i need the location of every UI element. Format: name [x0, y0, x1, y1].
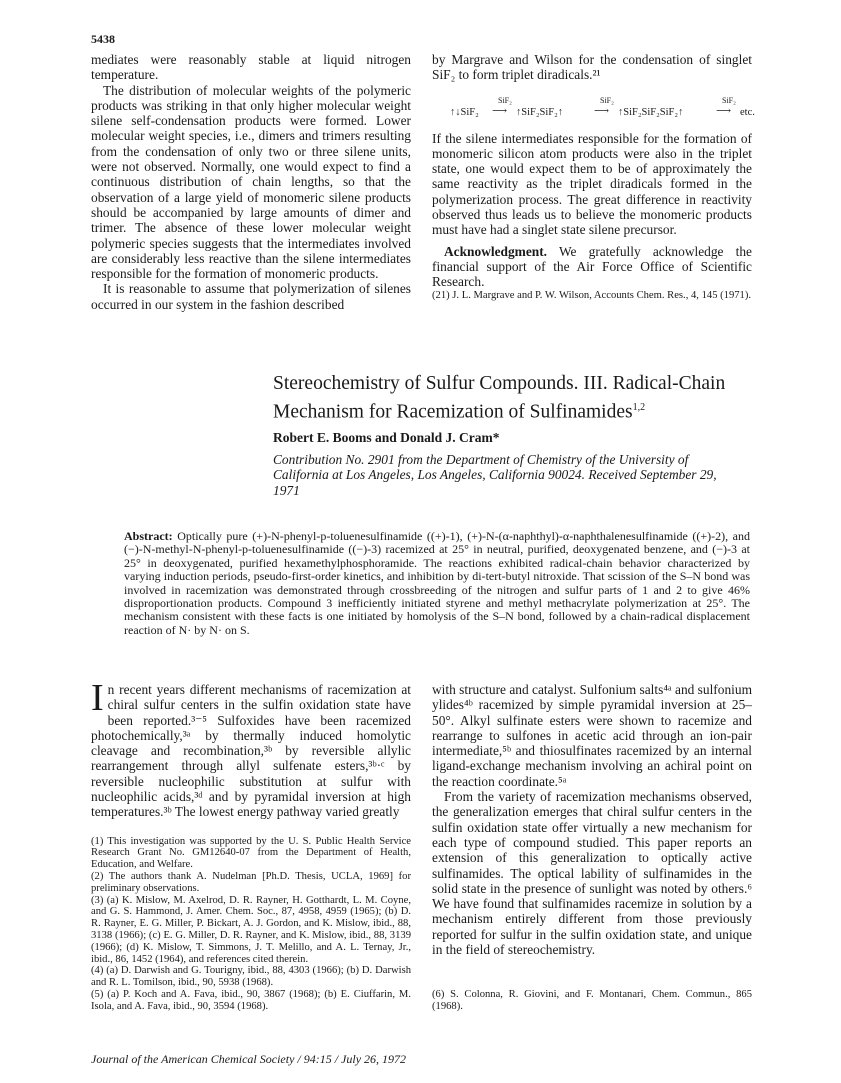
paragraph-text: n recent years different mechanisms of racemization at chiral sulfur centers in the sulfin oxidation state have been reported.³⁻⁵ Sulfoxides have been racemized photochemically,³ᵃ by thermally induced homolytic cleavage and recombination,³ᵇ by reversible allylic rearrangement through allyl sulfenate esters,³ᵇ·ᶜ by reversible nucleophilic substitution at sulfur with nucleophilic acids,³ᵈ and by pyramidal inversion at high temperatures.³ᵇ The lowest energy pathway varied greatly: [91, 682, 411, 820]
footnote: (21) J. L. Margrave and P. W. Wilson, Accounts Chem. Res., 4, 145 (1971).: [432, 289, 752, 301]
arrow-icon: ⟶: [492, 105, 508, 117]
journal-footer: Journal of the American Chemical Society / 94:15 / July 26, 1972: [91, 1052, 407, 1066]
reaction-equation: [446, 93, 755, 119]
acknowledgment: [432, 244, 752, 290]
footnote: (5) (a) P. Koch and A. Fava, ibid., 90, 3867 (1968); (b) E. Ciuffarin, M. Isola, and A. Fava, ibid., 90, 3594 (1968).: [91, 989, 411, 1012]
top-right-column: [432, 52, 755, 301]
page-number: 5438: [91, 32, 115, 46]
footnote: (6) S. Colonna, R. Giovini, and F. Montanari, Chem. Commun., 865 (1968).: [432, 989, 752, 1013]
bottom-left-column: [91, 677, 411, 1013]
paragraph: The distribution of molecular weights of the polymeric products was striking in that only higher molecular weight silene self-condensation products were formed. Lower molecular weight species, i.e., dimers and trimers resulting from the condensation of only two or three silene units, were not observed. Normally, one would expect to find a continuous distribution of chain lengths, so that the observation of a large yield of monomeric silene products should be accompanied by large amounts of dimer and trimer. The absence of these lower molecular weight polymeric species suggests that the intermediates involved are considerably less reactive than the silene intermediates responsible for the formation of monomeric products.: [91, 82, 411, 282]
authors: Robert E. Booms and Donald J. Cram*: [273, 430, 500, 445]
footnote: (2) The authors thank A. Nudelman [Ph.D. Thesis, UCLA, 1969] for preliminary observations.: [91, 871, 411, 894]
arrow-label: SiF₂: [600, 95, 614, 105]
arrow-label: SiF₂: [722, 95, 736, 105]
paragraph: mediates were reasonably stable at liquid nitrogen temperature.: [91, 52, 411, 83]
title-text: Stereochemistry of Sulfur Compounds. III. Radical-Chain Mechanism for Racemization of Sulfinamides: [273, 373, 726, 423]
top-left-column: [91, 52, 411, 312]
paragraph: It is reasonable to assume that polymerization of silenes occurred in our system in the fashion described: [91, 281, 411, 312]
paragraph: with structure and catalyst. Sulfonium salts⁴ᵃ and sulfonium ylides⁴ᵇ racemized by simple pyramidal inversion at 25–50°. Alkyl sulfinate esters were shown to racemize and rearrange to sulfones in acetic acid through an ion-pair intermediate,⁵ᵇ and thiosulfinates racemized by an internal ligand-exchange mechanism involving an achiral point on the reaction coordinate.⁵ᵃ: [432, 682, 752, 789]
footnotes: [432, 989, 752, 1013]
ack-text: We gratefully acknowledge the financial support of the Air Force Office of Scientific Research.: [432, 243, 752, 290]
arrow-icon: ⟶: [716, 105, 732, 117]
paragraph: If the silene intermediates responsible for the formation of monomeric silicon atom products were also in the triplet state, one would expect them to be of approximately the same reactivity as the triplet diradicals formed in the polymerization process. The great difference in reactivity observed thus leads us to believe the monomeric products must have had a singlet state silene precursor.: [432, 130, 752, 238]
bottom-right-column: [432, 682, 752, 1013]
paragraph: [91, 677, 411, 820]
ack-label: Acknowledgment.: [444, 243, 548, 259]
contribution-note: Contribution No. 2901 from the Department of Chemistry of the University of California at Los Angeles, Los Angeles, California 90024. Received September 29, 1971: [273, 452, 717, 498]
footnote: (4) (a) D. Darwish and G. Tourigny, ibid., 88, 4303 (1966); (b) D. Darwish and R. L. Tomilson, ibid., 90, 5938 (1968).: [91, 965, 411, 989]
paragraph: From the variety of racemization mechanisms observed, the generalization emerges that chiral sulfur centers in the sulfin oxidation state offer virtually a new mechanism for each type of compound studied. This paper reports an extension of this generalization to optically active sulfinamides. The optical lability of sulfinamides in the solid state in the presence of sunlight was noted by others.⁶ We have found that sulfinamides racemize in solution by a mechanism entirely different from those previously reported for sulfur in the sulfin oxidation state, and unique in the field of stereochemistry.: [432, 789, 752, 958]
equation-term: etc.: [740, 106, 755, 118]
drop-cap: I: [91, 677, 104, 719]
arrow-icon: ⟶: [594, 105, 610, 117]
arrow-label: SiF₂: [498, 95, 512, 105]
article-title: [273, 372, 753, 425]
footnote: (3) (a) K. Mislow, M. Axelrod, D. R. Rayner, H. Gotthardt, L. M. Coyne, and G. S. Hammond, J. Amer. Chem. Soc., 87, 4958, 4959 (1965); (b) D. R. Rayner, E. G. Miller, P. Bickart, A. J. Gordon, and K. Mislow, ibid., 88, 3138 (1966); (c) E. G. Miller, D. R. Rayner, and K. Mislow, ibid., 88, 3139 (1966); (d) K. Mislow, T. Simmons, J. T. Melillo, and A. L. Ternay, Jr., ibid., 86, 1452 (1964), and references cited therein.: [91, 894, 411, 965]
abstract-label: Abstract:: [124, 529, 173, 543]
abstract: [124, 530, 750, 637]
equation-term: ↑SiF₂SiF₂↑: [516, 106, 564, 118]
footnotes: [91, 836, 411, 1013]
equation-term: ↑SiF₂SiF₂SiF₂↑: [618, 106, 684, 118]
title-footnote-marker: 1,2: [632, 402, 646, 413]
abstract-text: Optically pure (+)-N-phenyl-p-toluenesulfinamide ((+)-1), (+)-N-(α-naphthyl)-α-naphthalenesulfinamide ((+)-2), and (−)-N-methyl-N-phenyl-p-toluenesulfinamide ((−)-3) racemized at 25° in neutral, purified, deoxygenated benzene, and (−)-3 at 25° in deoxygenated, purified hexamethylphosphoramide. The reactions exhibited radical-chain behavior characterized by varying induction periods, pseudo-first-order kinetics, and inhibition by di-tert-butyl nitroxide. That scission of the S–N bond was involved in racemization was demonstrated through crossbreeding of the nitrogen and sulfur parts of 1 and 2 to give 46% disproportionation products. Compound 3 inefficiently initiated styrene and methyl methacrylate polymerization at 25°. The mechanism consistent with these facts is one initiated by homolysis of the S–N bond, followed by a chain-radical displacement reaction of N· by N· on S.: [124, 529, 751, 637]
equation-term: ↑↓SiF₂: [450, 106, 479, 118]
paragraph: by Margrave and Wilson for the condensation of singlet SiF₂ to form triplet diradicals.²¹: [432, 52, 752, 83]
footnote: (1) This investigation was supported by the U. S. Public Health Service Research Grant No. GM12640-07 from the Department of Health, Education, and Welfare.: [91, 835, 411, 871]
